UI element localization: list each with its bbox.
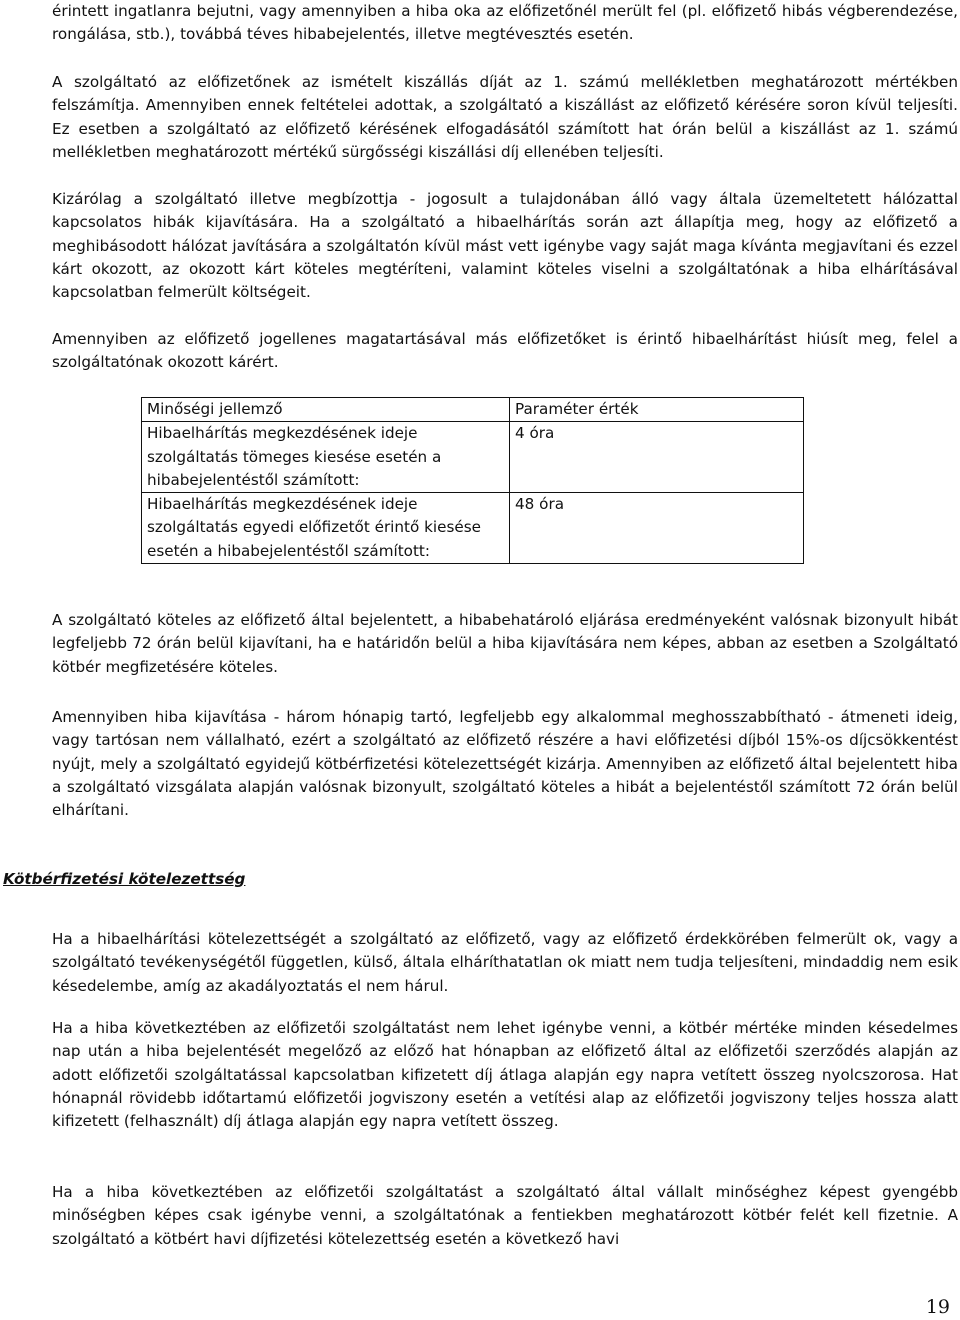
page-number: 19	[925, 1296, 950, 1318]
row-label: Hibaelhárítás megkezdésének ideje szolgáltatás egyedi előfizetőt érintő kiesése esetén a hibabejelentéstől számított:	[142, 493, 510, 564]
paragraph-8: Ha a hiba következtében az előfizetői szolgáltatást nem lehet igénybe venni, a kötbér mértéke minden késedelmes nap után a hiba bejelentését megelőző az előző hat hónapban az előfizető által az előfizetői szerződés alapján az adott előfizetői szolgáltatással kapcsolatban kifizetett díj átlaga alapján egy napra vetített összeg nyolcszorosa. Hat hónapnál rövidebb időtartamú előfizetői jogviszony esetén a vetítési alap az előfizetői jogviszony teljes hossza alatt kifizetett (felhasznált) díj átlaga alapján egy napra vetített összeg.	[52, 1019, 958, 1131]
table-header-row	[142, 398, 804, 422]
paragraph-1: érintett ingatlanra bejutni, vagy amennyiben a hiba oka az előfizetőnél merült fel (pl. előfizető hibás végberendezése, rongálása, stb.), továbbá téves hibabejelentés, illetve megtévesztés esetén.	[52, 2, 958, 44]
paragraph-6: Amennyiben hiba kijavítása - három hónapig tartó, legfeljebb egy alkalommal meghosszabbítható - átmeneti ideig, vagy tartósan nem vállalható, ezért a szolgáltató az előfizető részére a havi előfizetési díjból 15%-os díjcsökkentést nyújt, mely a szolgáltató egyidejű kötbérfizetési kötelezettségét kizárja. Amennyiben az előfizető által bejelentett hiba a szolgáltató vizsgálata alapján valósnak bizonyult, szolgáltató köteles a hibát a bejelentéstől számított 72 órán belül elhárítani.	[52, 708, 958, 820]
row-label: Hibaelhárítás megkezdésének ideje szolgáltatás tömeges kiesése esetén a hibabejelentéstől számított:	[142, 422, 510, 493]
paragraph-3: Kizárólag a szolgáltató illetve megbízottja - jogosult a tulajdonában álló vagy általa üzemeltetett hálózattal kapcsolatos hibák kijavítására. Ha a szolgáltató a hibaelhárítás során azt állapítja meg, hogy az előfizető a meghibásodott hálózat javítására a szolgáltatón kívül mást vett igénybe vagy saját maga kívánta megjavítani és ezzel kárt okozott, az okozott kárt köteles megtéríteni, valamint köteles viselni a szolgáltatónak a hiba elhárításával kapcsolatban felmerült költségeit.	[52, 190, 958, 302]
header-parameter-value: Paraméter érték	[510, 398, 804, 422]
paragraph-5: A szolgáltató köteles az előfizető által bejelentett, a hibabehatároló eljárása eredményeként valósnak bizonyult hibát legfeljebb 72 órán belül kijavítani, ha e határidőn belül a hiba kijavítására nem képes, abban az esetben a Szolgáltató kötbér megfizetésére köteles.	[52, 611, 958, 676]
paragraph-2: A szolgáltató az előfizetőnek az ismételt kiszállás díját az 1. számú mellékletben meghatározott mértékben felszámítja. Amennyiben ennek feltételei adottak, a szolgáltató a kiszállást az előfizető kérésére soron kívül teljesíti. Ez esetben a szolgáltató az előfizető kérésének elfogadásától számított hat órán belül a kiszállást az 1. számú mellékletben meghatározott mértékű sürgősségi kiszállási díj ellenében teljesíti.	[52, 73, 958, 161]
header-quality-characteristic: Minőségi jellemző	[142, 398, 510, 422]
table-row	[142, 493, 804, 564]
row-value: 48 óra	[510, 493, 804, 564]
paragraph-4: Amennyiben az előfizető jogellenes magatartásával más előfizetőket is érintő hibaelhárítást hiúsít meg, felel a szolgáltatónak okozott kárért.	[52, 330, 958, 372]
paragraph-9: Ha a hiba következtében az előfizetői szolgáltatást a szolgáltató által vállalt minőséghez képest gyengébb minőségben képes csak igénybe venni, a szolgáltatónak a fentiekben meghatározott kötbér felét kell fizetnie. A szolgáltató a kötbért havi díjfizetési kötelezettség esetén a következő havi	[52, 1183, 958, 1248]
table-row	[142, 422, 804, 493]
row-value: 4 óra	[510, 422, 804, 493]
paragraph-7: Ha a hibaelhárítási kötelezettségét a szolgáltató az előfizető, vagy az előfizető érdekkörében felmerült ok, vagy a szolgáltató tevékenységétől független, külső, általa elháríthatatlan ok miatt nem tudja teljesíteni, mindaddig nem esik késedelembe, amíg az akadályoztatás el nem hárul.	[52, 930, 958, 995]
quality-parameter-table	[141, 397, 804, 564]
section-heading: Kötbérfizetési kötelezettség	[3, 870, 246, 888]
